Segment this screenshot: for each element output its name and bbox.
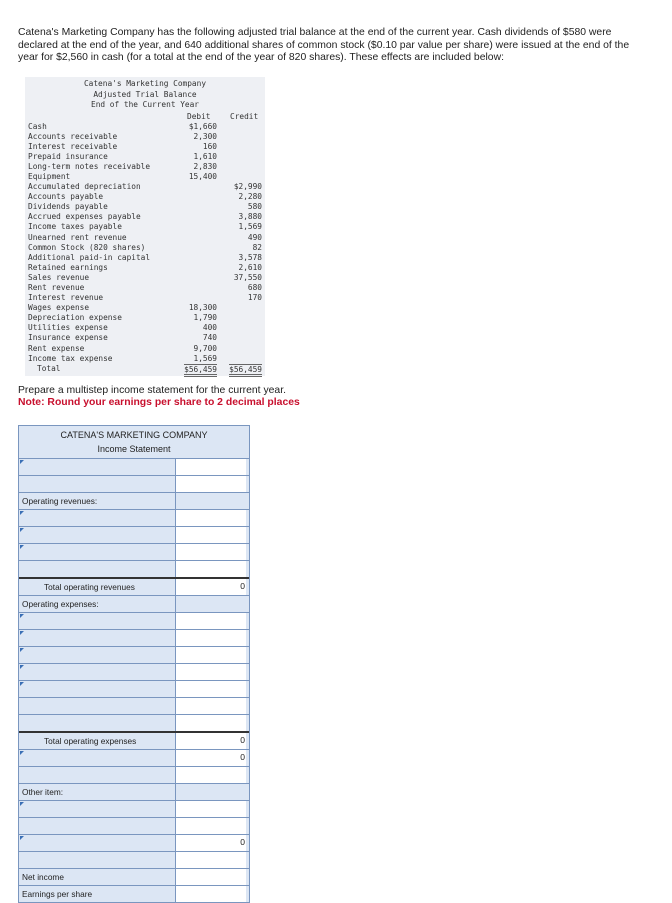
statement-row-operating-revenues <box>19 492 249 509</box>
account-select[interactable] <box>27 545 167 559</box>
amount-input[interactable] <box>175 733 246 749</box>
tb-title-name: Adjusted Trial Balance <box>93 89 197 99</box>
trial-balance-row <box>25 313 265 323</box>
debit-header: Debit <box>187 111 211 121</box>
tb-account: Unearned rent revenue <box>28 232 127 242</box>
tb-account: Rent expense <box>28 343 85 353</box>
trial-balance-row <box>25 192 265 202</box>
account-dropdown-marker[interactable] <box>20 511 24 515</box>
tb-account: Utilities expense <box>28 323 108 333</box>
tb-title-date: End of the Current Year <box>91 100 199 109</box>
tb-account: Income taxes payable <box>28 222 122 232</box>
tb-account: Income tax expense <box>28 353 113 363</box>
trial-balance-row <box>25 142 265 152</box>
tb-account: Equipment <box>28 171 71 181</box>
prompt-text: Prepare a multistep income statement for the current year. <box>18 385 286 396</box>
income-statement-form <box>18 425 250 903</box>
statement-header <box>19 426 249 458</box>
tb-debit: 2,830 <box>193 161 217 171</box>
account-dropdown-marker[interactable] <box>20 545 24 549</box>
tb-credit: 82 <box>252 242 262 252</box>
tb-account: Rent revenue <box>28 283 85 292</box>
trial-balance-row <box>25 303 265 313</box>
statement-row-operating-expenses <box>19 595 249 612</box>
amount-input[interactable] <box>175 801 246 817</box>
statement-entry-row <box>19 800 249 817</box>
statement-entry-row <box>19 526 249 543</box>
statement-value: 0 <box>240 837 245 847</box>
account-select[interactable] <box>27 648 167 662</box>
amount-input[interactable] <box>175 869 246 885</box>
statement-label-operating-revenues: Operating revenues: <box>22 496 98 506</box>
tb-credit: 170 <box>247 293 262 303</box>
statement-blank-row <box>19 817 249 834</box>
tb-account: Accounts payable <box>28 192 104 202</box>
tb-debit: 2,300 <box>193 131 217 141</box>
tb-total-credit: $56,459 <box>229 364 262 377</box>
tb-account: Accrued expenses payable <box>28 212 141 222</box>
trial-balance-row <box>25 273 265 283</box>
statement-blank-row <box>19 714 249 731</box>
tb-account: Depreciation expense <box>28 313 122 323</box>
amount-cell-disabled <box>175 596 246 612</box>
trial-balance-row <box>25 212 265 222</box>
amount-input[interactable] <box>175 561 246 577</box>
amount-input[interactable] <box>175 647 246 663</box>
statement-blank-row <box>19 766 249 783</box>
statement-entry-row <box>19 629 249 646</box>
statement-row-net-income <box>19 868 249 885</box>
amount-input[interactable] <box>175 681 246 697</box>
credit-header: Credit <box>230 111 259 121</box>
statement-label-operating-expenses: Operating expenses: <box>22 599 99 609</box>
amount-input[interactable] <box>175 544 246 560</box>
statement-blank-row <box>19 560 249 577</box>
account-dropdown-marker[interactable] <box>20 614 24 618</box>
trial-balance-row <box>25 202 265 212</box>
amount-input[interactable] <box>175 579 246 595</box>
account-select[interactable] <box>27 682 167 696</box>
trial-balance-row <box>25 253 265 263</box>
tb-account: Interest revenue <box>28 293 104 303</box>
statement-label-total-operating-revenues: Total operating revenues <box>44 582 135 592</box>
statement-value: 0 <box>240 735 245 745</box>
account-select[interactable] <box>27 460 167 474</box>
account-select[interactable] <box>27 614 167 628</box>
tb-account: Long-term notes receivable <box>28 161 151 171</box>
tb-account: Wages expense <box>28 303 90 313</box>
tb-account: Retained earnings <box>28 262 108 272</box>
trial-balance-row <box>25 344 265 354</box>
trial-balance-row <box>25 263 265 273</box>
statement-entry-row <box>19 612 249 629</box>
tb-debit: 400 <box>202 323 217 333</box>
tb-debit: 740 <box>202 333 217 343</box>
amount-input[interactable] <box>175 630 246 646</box>
trial-balance-row <box>25 354 265 364</box>
trial-balance-row <box>25 182 265 192</box>
trial-balance-row <box>25 162 265 172</box>
statement-row-total-operating-revenues <box>19 577 249 595</box>
tb-debit: 18,300 <box>188 303 217 313</box>
amount-cell-disabled <box>175 784 246 800</box>
instructions <box>18 385 300 409</box>
trial-balance-total <box>25 364 265 376</box>
tb-account: Interest receivable <box>28 141 118 151</box>
statement-row-other-item <box>19 783 249 800</box>
amount-input[interactable] <box>175 476 246 492</box>
tb-credit: 2,280 <box>238 192 262 202</box>
amount-input[interactable] <box>175 818 246 834</box>
account-dropdown-marker[interactable] <box>20 802 24 806</box>
trial-balance-row <box>25 243 265 253</box>
statement-blank-row <box>19 697 249 714</box>
account-dropdown-marker[interactable] <box>20 682 24 686</box>
tb-total-debit: $56,459 <box>184 364 217 377</box>
tb-debit: 1,610 <box>193 151 217 161</box>
trial-balance-row <box>25 172 265 182</box>
trial-balance-row <box>25 152 265 162</box>
tb-debit: 1,790 <box>193 313 217 323</box>
tb-title-company: Catena's Marketing Company <box>83 79 207 88</box>
account-select[interactable] <box>27 751 167 765</box>
tb-total-label: Total <box>37 363 61 373</box>
account-select[interactable] <box>27 528 167 542</box>
account-dropdown-marker[interactable] <box>20 528 24 532</box>
statement-company: CATENA'S MARKETING COMPANY <box>60 430 208 440</box>
amount-input[interactable] <box>175 886 246 902</box>
account-dropdown-marker[interactable] <box>20 836 24 840</box>
amount-input[interactable] <box>175 750 246 766</box>
tb-account: Cash <box>28 121 47 131</box>
statement-row-eps <box>19 885 249 902</box>
account-dropdown-marker[interactable] <box>20 460 24 464</box>
trial-balance-row <box>25 132 265 142</box>
statement-entry-row <box>19 749 249 766</box>
account-dropdown-marker[interactable] <box>20 648 24 652</box>
tb-account: Insurance expense <box>28 333 108 343</box>
statement-row-total-operating-expenses <box>19 731 249 749</box>
amount-input[interactable] <box>175 835 246 851</box>
trial-balance-row <box>25 122 265 132</box>
account-select[interactable] <box>27 836 167 850</box>
trial-balance-title <box>25 77 265 111</box>
trial-balance-row <box>25 293 265 303</box>
statement-entry-row <box>19 680 249 697</box>
account-dropdown-marker[interactable] <box>20 631 24 635</box>
tb-account: Accumulated depreciation <box>28 182 141 192</box>
statement-label-eps: Earnings per share <box>22 889 93 899</box>
amount-input[interactable] <box>175 527 246 543</box>
amount-cell-disabled <box>175 493 246 509</box>
statement-blank-row <box>19 851 249 868</box>
statement-title: Income Statement <box>97 444 171 454</box>
account-select[interactable] <box>27 631 167 645</box>
amount-input[interactable] <box>175 852 246 868</box>
amount-input[interactable] <box>175 459 246 475</box>
trial-balance <box>25 77 265 376</box>
trial-balance-row <box>25 333 265 343</box>
account-dropdown-marker[interactable] <box>20 665 24 669</box>
account-select[interactable] <box>27 511 167 525</box>
tb-debit: 9,700 <box>193 343 217 353</box>
statement-label-total-operating-expenses: Total operating expenses <box>44 736 137 746</box>
tb-credit: 37,550 <box>233 272 262 282</box>
statement-entry-row <box>19 646 249 663</box>
statement-value: 0 <box>240 581 245 591</box>
trial-balance-row <box>25 233 265 243</box>
tb-debit: 15,400 <box>188 171 217 181</box>
tb-debit: 1,569 <box>193 353 217 363</box>
tb-credit: 3,880 <box>238 212 262 222</box>
trial-balance-row <box>25 222 265 232</box>
tb-credit: 3,578 <box>238 252 262 262</box>
tb-credit: 680 <box>247 283 262 292</box>
tb-account: Accounts receivable <box>28 131 118 141</box>
statement-entry-row <box>19 509 249 526</box>
tb-credit: 490 <box>247 232 262 242</box>
statement-blank-row <box>19 475 249 492</box>
tb-account: Additional paid-in capital <box>28 252 151 262</box>
trial-balance-row <box>25 283 265 293</box>
amount-input[interactable] <box>175 664 246 680</box>
tb-account: Prepaid insurance <box>28 151 108 161</box>
trial-balance-row <box>25 323 265 333</box>
tb-debit: 160 <box>202 141 217 151</box>
tb-credit: 580 <box>247 202 262 212</box>
statement-label-other-item: Other item: <box>22 787 64 797</box>
rounding-note: Note: Round your earnings per share to 2 decimal places <box>18 397 300 409</box>
statement-value: 0 <box>240 752 245 762</box>
statement-entry-row <box>19 543 249 560</box>
account-select[interactable] <box>27 665 167 679</box>
problem-intro: Catena's Marketing Company has the following adjusted trial balance at the end of the current year. Cash dividends of $580 were declared at the end of the year, and 640 additional shares of common stock ($0.10 par value per share) were issued at the end of the year for $2,560 in cash (for a total at the end of the year of 820 shares). These effects are included below: <box>18 27 630 64</box>
tb-account: Dividends payable <box>28 202 108 212</box>
tb-credit: 1,569 <box>238 222 262 232</box>
amount-input[interactable] <box>175 715 246 731</box>
tb-credit: 2,610 <box>238 262 262 272</box>
statement-entry-row <box>19 834 249 851</box>
amount-input[interactable] <box>175 698 246 714</box>
amount-input[interactable] <box>175 613 246 629</box>
amount-input[interactable] <box>175 510 246 526</box>
account-dropdown-marker[interactable] <box>20 751 24 755</box>
tb-account: Sales revenue <box>28 272 90 282</box>
tb-account: Common Stock (820 shares) <box>28 242 146 252</box>
tb-debit: $1,660 <box>188 121 217 131</box>
statement-label-net-income: Net income <box>22 872 64 882</box>
tb-credit: $2,990 <box>233 182 262 192</box>
statement-entry-row <box>19 458 249 475</box>
account-select[interactable] <box>27 802 167 816</box>
amount-input[interactable] <box>175 767 246 783</box>
statement-entry-row <box>19 663 249 680</box>
